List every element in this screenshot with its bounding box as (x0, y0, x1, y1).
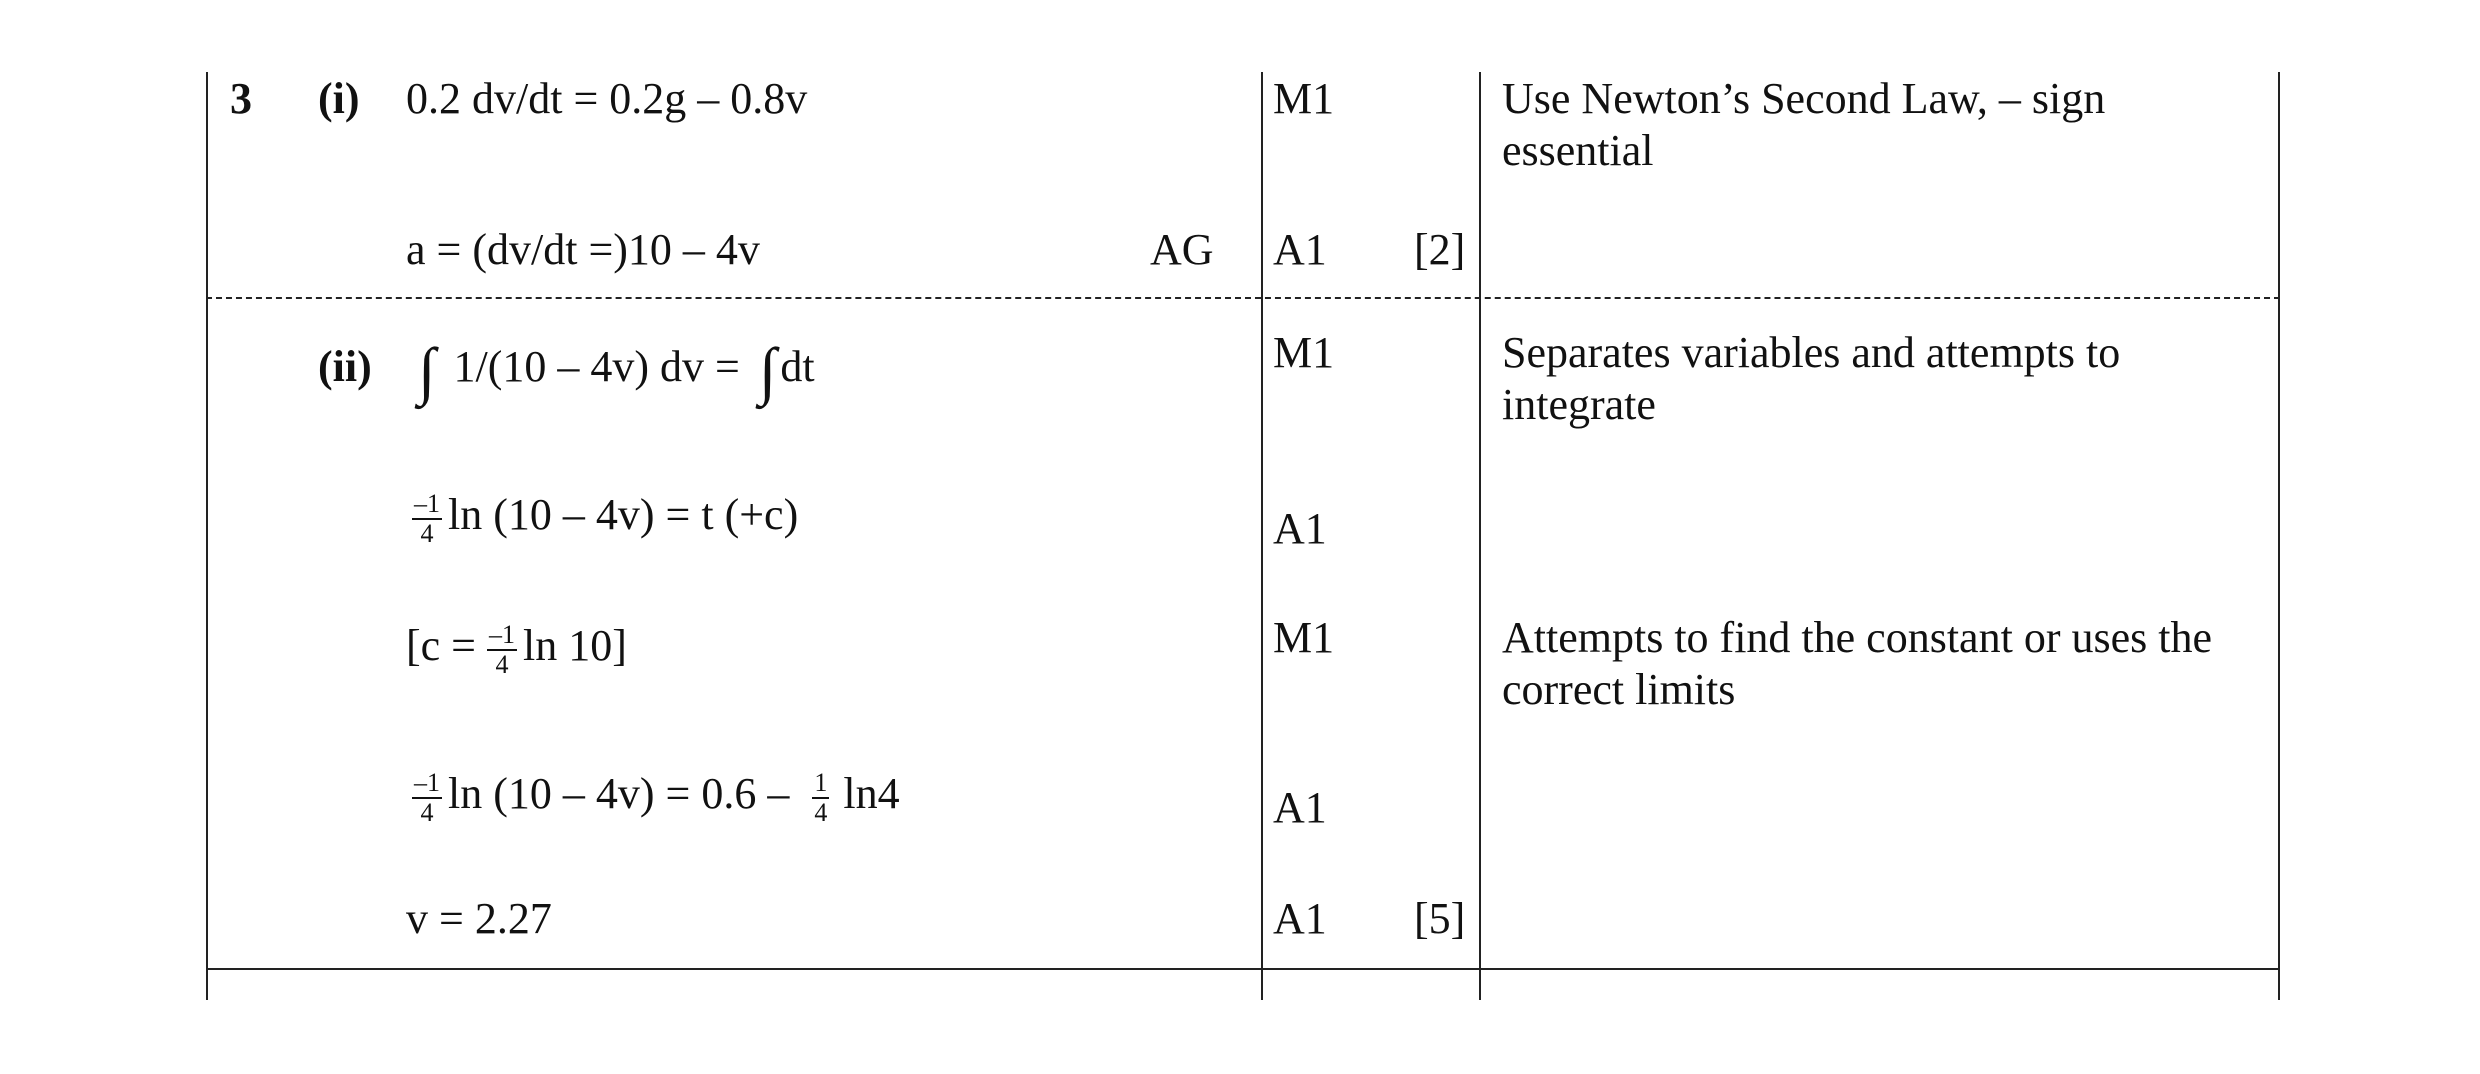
part-label-i: (i) (318, 74, 360, 123)
fraction-numerator: –1 (414, 767, 440, 797)
guidance-note: Attempts to find the constant or uses the correct limits (1502, 613, 2212, 714)
fraction (812, 769, 829, 827)
mark-code: M1 (1273, 74, 1335, 123)
expression-text: ln 10] (523, 621, 627, 670)
part-label-ii: (ii) (318, 342, 372, 391)
working-line: a = (dv/dt =)10 – 4v (406, 225, 760, 274)
integral-sign: ∫ (418, 334, 436, 406)
expression-text: dt (780, 342, 815, 391)
working-line (406, 620, 627, 679)
guidance-note: Separates variables and attempts to integrate (1502, 328, 2121, 429)
integral-sign: ∫ (758, 334, 777, 406)
question-end-border (206, 968, 2280, 970)
expression-text: 1/(10 – 4v) dv = (453, 342, 740, 391)
answer-given-tag: AG (1150, 225, 1214, 274)
working-line: v = 2.27 (406, 894, 552, 943)
mark-code: A1 (1273, 225, 1327, 274)
mark-code: M1 (1273, 613, 1335, 662)
fraction-numerator: 1 (814, 767, 828, 797)
mark-code: A1 (1273, 504, 1327, 553)
part-total: [5] (1414, 894, 1466, 943)
fraction-numerator: –1 (489, 619, 515, 649)
guidance-note: Use Newton’s Second Law, – sign essential (1502, 74, 2106, 175)
mark-code: A1 (1273, 783, 1327, 832)
working-line: 0.2 dv/dt = 0.2g – 0.8v (406, 74, 808, 123)
table-right-border (2278, 72, 2280, 1000)
working-line (412, 768, 900, 827)
working-line (418, 334, 815, 406)
fraction (412, 490, 442, 548)
fraction-denominator: 4 (420, 518, 434, 548)
fraction (412, 769, 442, 827)
fraction (487, 621, 517, 679)
expression-prefix: [c = (406, 621, 476, 670)
mark-code: M1 (1273, 328, 1335, 377)
expression-text: ln4 (843, 769, 900, 818)
expression-text: ln (10 – 4v) = 0.6 – (448, 769, 790, 818)
guidance-column-border (1479, 72, 1481, 1000)
fraction-denominator: 4 (814, 797, 828, 827)
working-line (412, 489, 798, 548)
fraction-denominator: 4 (420, 797, 434, 827)
part-total: [2] (1414, 225, 1466, 274)
expression-text: ln (10 – 4v) = t (+c) (448, 490, 799, 539)
mark-code: A1 (1273, 894, 1327, 943)
marks-column-border (1261, 72, 1263, 1000)
question-number: 3 (230, 74, 252, 123)
table-left-border (206, 72, 208, 1000)
part-divider-dashed (206, 297, 2280, 299)
fraction-denominator: 4 (495, 649, 509, 679)
fraction-numerator: –1 (414, 488, 440, 518)
